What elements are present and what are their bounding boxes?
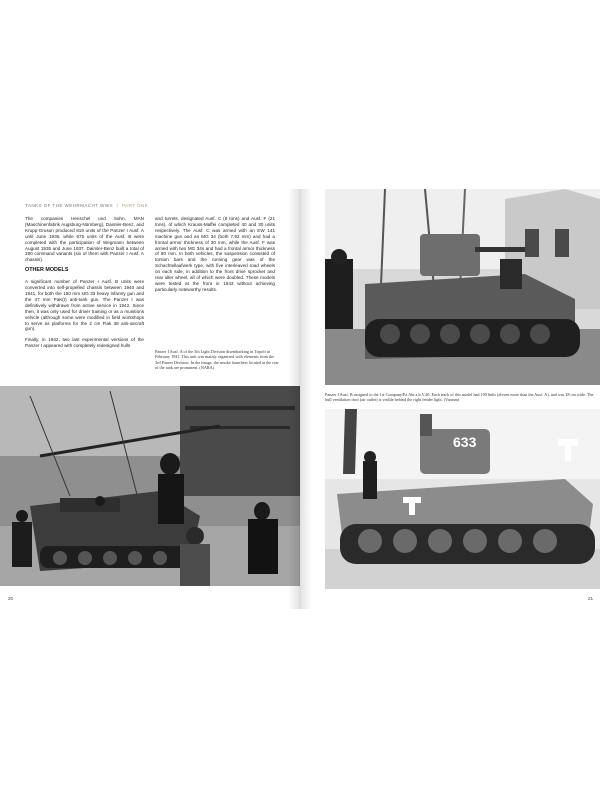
photo-caption-left: Panzer I Ausf. A of the 5th Light Division disembarking in Tripoli in February 1941. This unit was mainly organized with elements from the 3rd Panzer Division. In the image, the smoke launchers located at the rear of the tank are prominent. (NARA)	[155, 349, 279, 370]
running-head	[25, 203, 148, 208]
section-heading: OTHER MODELS	[25, 267, 69, 274]
paragraph: and turrets, designated Ausf. C (8 tons) and Ausf. F (21 tons), of which Krauss-Maffei completed 40 and 30 units respectively. The Ausf. C was armed with an EW 141 machine gun and an MG 34 (both 7.92 mm) and had a frontal armor thickness of 30 mm, while the Ausf. F was armed with two MG 34s and had a frontal armor thickness of 80 mm. In both vehicles, the suspension consisted of torsion bars and the running gear was of the Schachtellaufwerk type, with five interleaved road wheels on each side, in addition to the front drive sprocket and rear idler wheel, all of which were doubled. These models were tested at the front in 1943 without achieving particularly noteworthy results.	[155, 216, 275, 292]
photo-tank-unloading	[0, 386, 300, 586]
running-head-separator: /	[116, 203, 119, 208]
running-head-series: TANKS OF THE WEHRMACHT WWII	[25, 203, 113, 208]
paragraph: The companies Henschel und Sohn, MAN (Maschinenfabrik Augsburg-Nürnberg), Daimler-Benz, and Krupp-Gruson produced 818 units of the Panzer I Ausf. A until June 1936, while 675 units of the Ausf. B were completed with the participation of Wegmann between August 1935 and June 1937. Daimler-Benz built a total of 190 command variants (six of them with Panzer I Ausf. A chassis).	[25, 216, 144, 263]
text-column-1	[25, 216, 144, 354]
photo-caption-right: Panzer I Ausf. B assigned to the 1st Company/Pz.Abt.z.b.V.40. Each track of this model had 100 links (eleven more than the Ausf. A), and was 28 cm wide. The hull ventilation duct (air outlet) is visible behind the right fender light. (Varusm)	[325, 392, 594, 403]
turret-number: 633	[453, 434, 477, 450]
left-page	[0, 189, 300, 609]
paragraph: Finally, in 1942, two last experimental versions of the Panzer I appeared with completely redesigned hulls	[25, 337, 144, 349]
page-number-right: 21	[588, 596, 594, 601]
page-number-left: 20	[8, 596, 14, 601]
paragraph: A significant number of Panzer I Ausf. B units were converted into self-propelled chassis between 1940 and 1941, for both the 150 mm sIG 33 heavy infantry gun and the 47 mm PaK(t) anti-tank gun. The Panzer I was definitively withdrawn from active service in 1942. Since then, it was only used for driver training or as a munitions vehicle (although some were modified in field workshops to serve as platforms for the 2 cm Flak 38 anti-aircraft gun).	[25, 279, 144, 332]
photo-tank-street	[325, 189, 600, 385]
running-head-part: PART ONE	[121, 203, 149, 208]
photo-tank-633	[325, 409, 600, 589]
book-spread	[0, 189, 600, 609]
text-column-2	[155, 216, 275, 298]
